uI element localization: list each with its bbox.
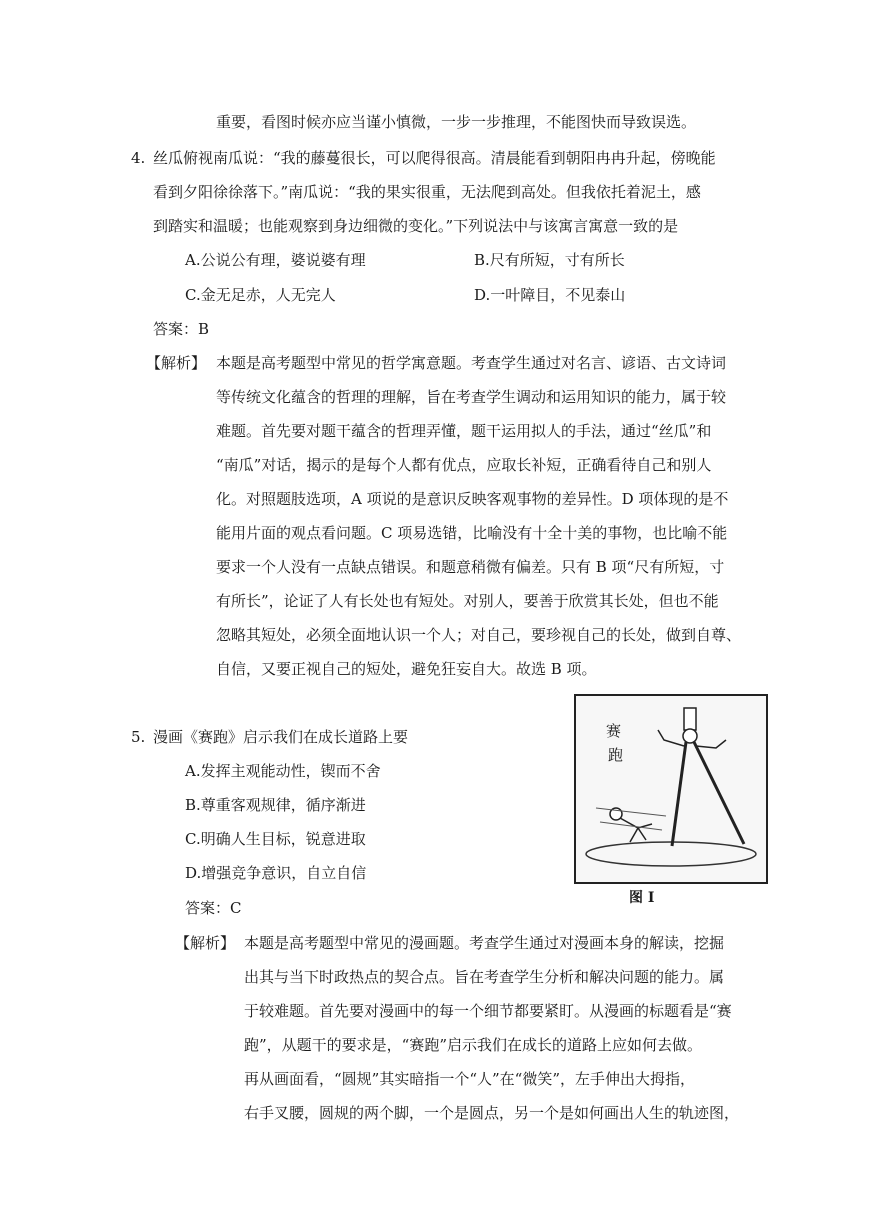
q4-analysis-line: 忽略其短处，必须全面地认识一个人；对自己，要珍视自己的长处，做到自尊、 bbox=[216, 626, 742, 644]
q5-analysis-tag: 【解析】 bbox=[175, 934, 236, 952]
q4-option-c: C.金无足赤，人无完人 bbox=[185, 286, 336, 304]
q4-stem-line: 到踏实和温暖；也能观察到身边细微的变化。”下列说法中与该寓言寓意一致的是 bbox=[153, 217, 679, 235]
q4-option-b: B.尺有所短，寸有所长 bbox=[474, 251, 625, 269]
q4-analysis-line: 能用片面的观点看问题。C 项易选错，比喻没有十全十美的事物，也比喻不能 bbox=[216, 524, 728, 542]
q4-answer: 答案：B bbox=[153, 320, 210, 338]
q4-analysis-line: 要求一个人没有一点缺点错误。和题意稍微有偏差。只有 B 项“尺有所短，寸 bbox=[216, 558, 725, 576]
cartoon-title-char: 赛 bbox=[606, 722, 622, 740]
q5-option-c: C.明确人生目标，锐意进取 bbox=[185, 830, 366, 848]
compass-arm-right bbox=[696, 740, 726, 748]
q5-option-d: D.增强竞争意识，自立自信 bbox=[185, 864, 367, 882]
compass-leg-right bbox=[694, 742, 744, 844]
q5-analysis-line: 右手叉腰，圆规的两个脚，一个是圆点，另一个是如何画出人生的轨迹图， bbox=[244, 1104, 740, 1122]
compass-leg-left bbox=[672, 742, 686, 846]
q4-number: 4. bbox=[131, 149, 146, 167]
q4-analysis-line: 化。对照题肢选项，A 项说的是意识反映客观事物的差异性。D 项体现的是不 bbox=[216, 490, 729, 508]
q5-number: 5. bbox=[131, 728, 146, 746]
q4-analysis-line: 有所长”，论证了人有长处也有短处。对别人，要善于欣赏其长处，但也不能 bbox=[216, 592, 719, 610]
q4-analysis-tag: 【解析】 bbox=[146, 354, 207, 372]
q4-analysis-line: “南瓜”对话，揭示的是每个人都有优点，应取长补短，正确看待自己和别人 bbox=[216, 456, 712, 474]
speed-line bbox=[600, 822, 662, 830]
speed-line bbox=[596, 808, 666, 816]
compass-arm-left bbox=[658, 730, 684, 746]
compass-hinge bbox=[683, 729, 697, 743]
q5-analysis-line: 本题是高考题型中常见的漫画题。考查学生通过对漫画本身的解读，挖掘 bbox=[244, 934, 725, 952]
q4-option-d: D.一叶障目，不见泰山 bbox=[474, 286, 626, 304]
q5-analysis-line: 出其与当下时政热点的契合点。旨在考查学生分析和解决问题的能力。属 bbox=[244, 968, 725, 986]
cartoon-image bbox=[574, 694, 768, 884]
q4-analysis-line: 难题。首先要对题干蕴含的哲理弄懂，题干运用拟人的手法，通过“丝瓜”和 bbox=[216, 422, 712, 440]
q5-option-a: A.发挥主观能动性，锲而不舍 bbox=[185, 762, 381, 780]
q4-stem-line: 丝瓜俯视南瓜说：“我的藤蔓很长，可以爬得很高。清晨能看到朝阳冉冉升起，傍晚能 bbox=[153, 149, 716, 167]
q4-option-a: A.公说公有理，婆说婆有理 bbox=[185, 251, 366, 269]
q4-analysis-line: 等传统文化蕴含的哲理的理解，旨在考查学生调动和运用知识的能力，属于较 bbox=[216, 388, 727, 406]
q5-analysis-line: 跑”，从题干的要求是，“赛跑”启示我们在成长的道路上应如何去做。 bbox=[244, 1036, 703, 1054]
runner-body bbox=[620, 818, 652, 842]
intro-line: 重要，看图时候亦应当谨小慎微，一步一步推理，不能图快而导致误选。 bbox=[216, 113, 697, 131]
compass-cartoon-illustration bbox=[576, 696, 766, 882]
cartoon-caption: 图 I bbox=[629, 890, 655, 906]
q4-stem-line: 看到夕阳徐徐落下。”南瓜说：“我的果实很重，无法爬到高处。但我依托着泥土，感 bbox=[153, 183, 701, 201]
q4-analysis-line: 本题是高考题型中常见的哲学寓意题。考查学生通过对名言、谚语、古文诗词 bbox=[216, 354, 727, 372]
q4-analysis-line: 自信，又要正视自己的短处，避免狂妄自大。故选 B 项。 bbox=[216, 660, 597, 678]
q5-option-b: B.尊重客观规律，循序渐进 bbox=[185, 796, 366, 814]
compass-head bbox=[684, 708, 696, 730]
q5-analysis-line: 再从画面看，“圆规”其实暗指一个“人”在“微笑”，左手伸出大拇指， bbox=[244, 1070, 696, 1088]
q5-answer: 答案：C bbox=[185, 899, 242, 917]
cartoon-title-char: 跑 bbox=[608, 746, 624, 764]
q5-analysis-line: 于较难题。首先要对漫画中的每一个细节都要紧盯。从漫画的标题看是“赛 bbox=[244, 1002, 732, 1020]
q5-stem: 漫画《赛跑》启示我们在成长道路上要 bbox=[153, 728, 409, 746]
